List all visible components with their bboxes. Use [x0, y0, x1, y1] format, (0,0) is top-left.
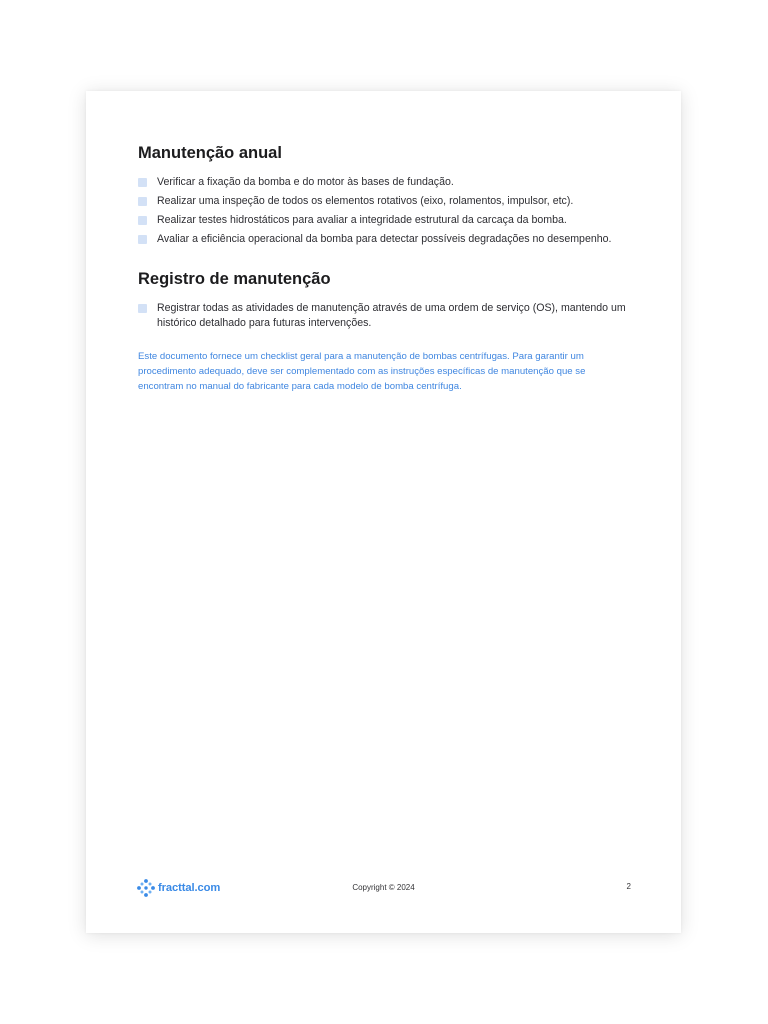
section-title-maintenance-record: Registro de manutenção: [138, 270, 331, 288]
checkbox-icon: [138, 178, 147, 187]
document-page: [86, 91, 681, 933]
checklist-item-text: Verificar a fixação da bomba e do motor às bases de fundação.: [157, 176, 454, 188]
checkbox-icon: [138, 235, 147, 244]
checklist-item: [138, 194, 633, 209]
page-footer: [136, 877, 631, 899]
checklist-maintenance-record: [138, 301, 633, 331]
disclaimer-note: Este documento fornece um checklist geral para a manutenção de bombas centrífugas. Para garantir um procedimento adequado, deve ser complementado com as instruções específicas de manutenção que se encontram no manual do fabricante para cada modelo de bomba centrífuga.: [138, 351, 586, 392]
checklist-item-text: Avaliar a eficiência operacional da bomba para detectar possíveis degradações no desempenho.: [157, 233, 612, 245]
checklist-item: [138, 232, 633, 247]
checkbox-icon: [138, 304, 147, 313]
page-number: 2: [626, 882, 631, 891]
checklist-item-text: Realizar testes hidrostáticos para avaliar a integridade estrutural da carcaça da bomba.: [157, 214, 567, 226]
checklist-item-text: Registrar todas as atividades de manutenção através de uma ordem de serviço (OS), mantendo um histórico detalhado para futuras intervenções.: [157, 302, 626, 329]
copyright-text: Copyright © 2024: [352, 883, 415, 892]
checklist-item: [138, 175, 633, 190]
checklist-item: [138, 213, 633, 228]
checklist-annual-maintenance: [138, 175, 633, 247]
checklist-item: [138, 301, 633, 331]
logo-text: fracttal.com: [158, 882, 221, 894]
page-content: [138, 143, 633, 394]
checklist-item-text: Realizar uma inspeção de todos os elementos rotativos (eixo, rolamentos, impulsor, etc).: [157, 195, 574, 207]
checkbox-icon: [138, 197, 147, 206]
checkbox-icon: [138, 216, 147, 225]
section-title-annual-maintenance: Manutenção anual: [138, 144, 282, 162]
